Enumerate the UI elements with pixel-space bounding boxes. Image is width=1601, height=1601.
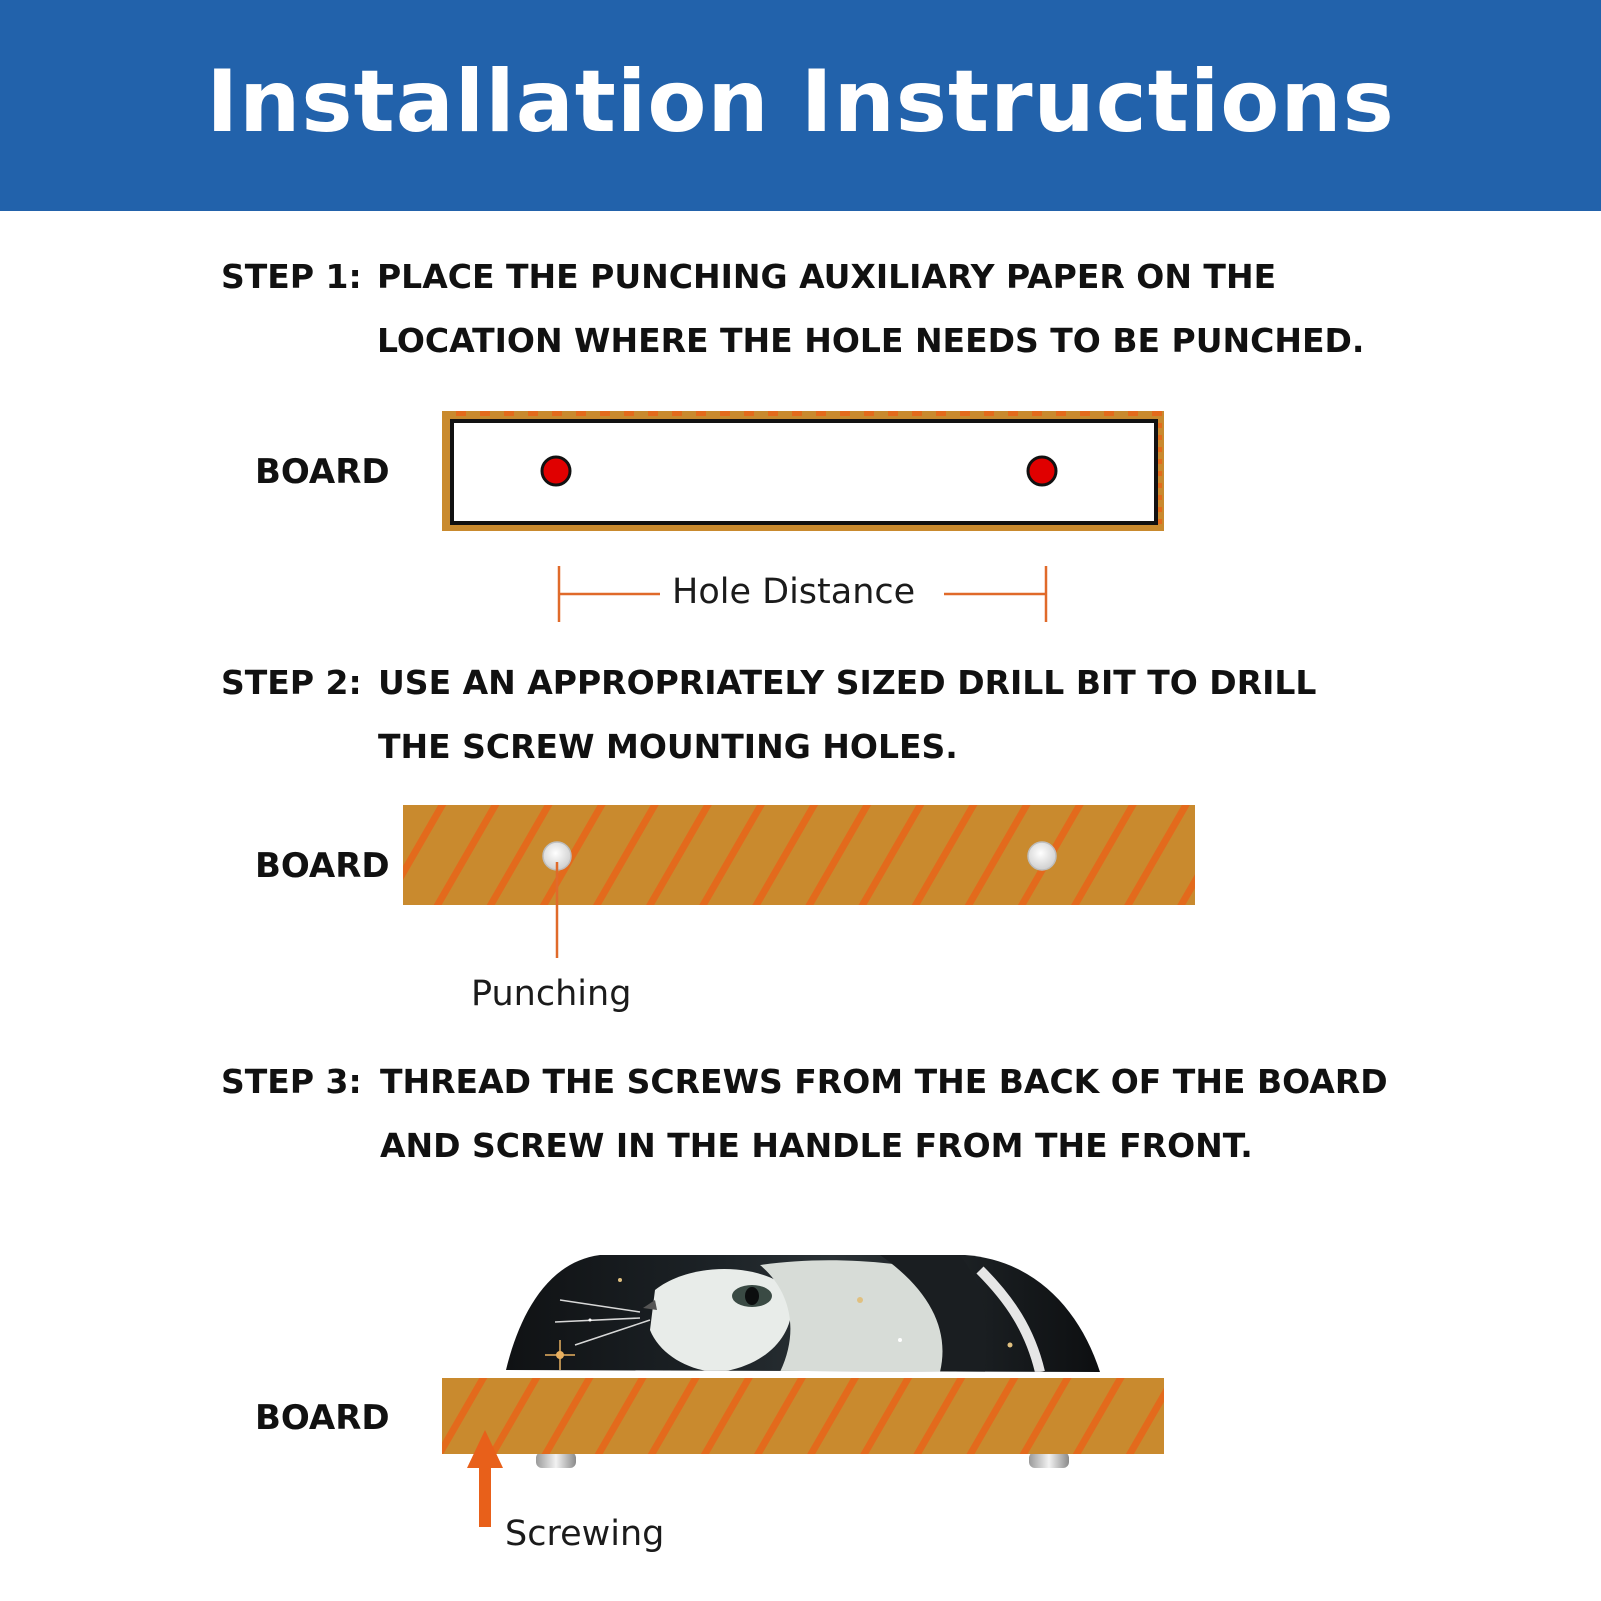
hole-distance-label: Hole Distance (672, 572, 916, 612)
hole-marker-right (1028, 457, 1056, 485)
board-label-3: BOARD (255, 1398, 390, 1438)
step-3-line-2: AND SCREW IN THE HANDLE FROM THE FRONT. (380, 1126, 1253, 1165)
step-3-label: STEP 3: (221, 1062, 362, 1101)
board-drilled (403, 805, 1195, 958)
step-2-label: STEP 2: (221, 663, 362, 702)
handle-on-board (442, 1255, 1164, 1527)
board-label-1: BOARD (255, 452, 390, 492)
step-1-line-2: LOCATION WHERE THE HOLE NEEDS TO BE PUNCHED. (377, 321, 1365, 360)
step-1-label: STEP 1: (221, 257, 362, 296)
hole-marker-left (542, 457, 570, 485)
hole-distance-dimension (559, 566, 1046, 622)
punching-label: Punching (471, 974, 632, 1014)
step-3-line-1: THREAD THE SCREWS FROM THE BACK OF THE BOARD (380, 1062, 1388, 1101)
board-label-2: BOARD (255, 846, 390, 886)
board-3 (442, 1378, 1164, 1454)
screwing-label: Screwing (505, 1514, 665, 1554)
step-2-line-1: USE AN APPROPRIATELY SIZED DRILL BIT TO DRILL (378, 663, 1317, 702)
screw-head-icon (536, 1452, 576, 1468)
board-2 (403, 805, 1195, 905)
board-with-paper (442, 411, 1164, 531)
drilled-hole-right (1028, 842, 1056, 870)
screw-head-icon (1029, 1452, 1069, 1468)
step-1-line-1: PLACE THE PUNCHING AUXILIARY PAPER ON THE (377, 257, 1277, 296)
step-2-line-2: THE SCREW MOUNTING HOLES. (378, 727, 958, 766)
page-title: Installation Instructions (206, 51, 1395, 152)
